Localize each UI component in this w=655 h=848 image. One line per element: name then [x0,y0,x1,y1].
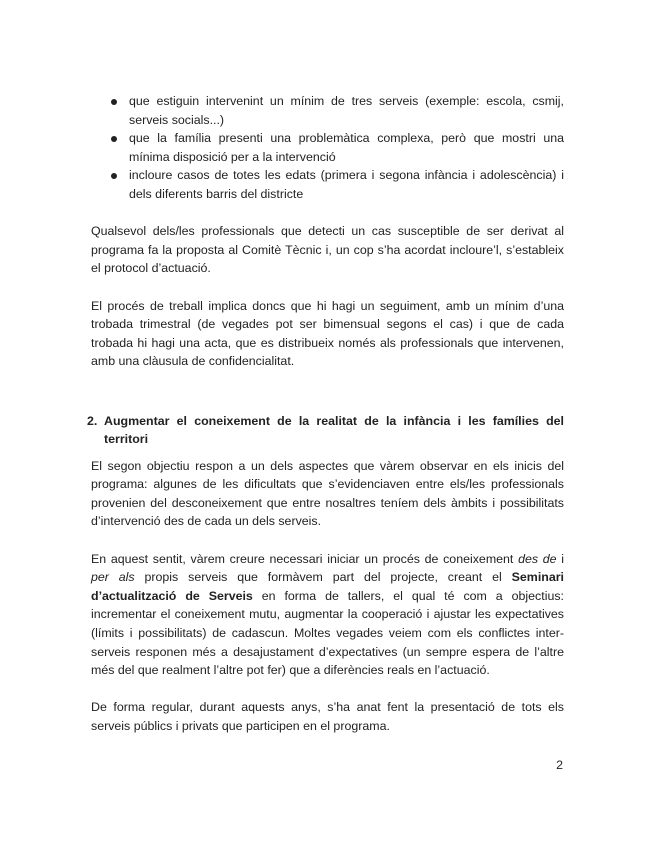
section-title: Augmentar el coneixement de la realitat de la infància i les famílies del territori [104,413,564,447]
criteria-bullet-list [91,92,564,204]
paragraph-text: en forma de tallers, el qual té com a objectius: incrementar el coneixement mutu, augmentar la cooperació i ajustar les expectatives (límits i possibilitats) de cadascun. Moltes vegades veiem com els conflictes inter-serveis responen més a desajustament d’expectatives (un sempre espera de l’altre més del que realment l’altre pot fer) que a diferències reals en l’actuació. [91,588,564,678]
paragraph-presentations: De forma regular, durant aquests anys, s’ha anat fent la presentació de tots els serveis públics i privats que participen en el programa. [91,700,564,733]
seminar-name: Seminari d’actualització de Serveis [91,570,564,603]
list-item-text: que la família presenti una problemàtica complexa, però que mostri una mínima disposició per a la intervenció [129,131,564,164]
list-item [91,92,564,129]
paragraph-text: En aquest sentit, vàrem creure necessari iniciar un procés de coneixement [91,551,519,566]
paragraph-work-process: El procés de treball implica doncs que hi hagi un seguiment, amb un mínim d’una trobada trimestral (de vegades pot ser bimensual segons el cas) i que de cada trobada hi hagi una acta, que es distribueix només als professionals que intervenen, amb una clàusula de confidencialitat. [91,298,564,369]
bullet-icon [111,136,117,142]
emphasis-text: des de [518,551,557,566]
list-item [91,166,564,203]
paragraph-seminar [91,550,564,680]
paragraph-text: propis serveis que formàvem part del projecte, creant el [134,570,512,585]
bullet-icon [111,173,117,179]
section-number: 2. [87,413,98,428]
paragraph-derivation: Qualsevol dels/les professionals que detecti un cas susceptible de ser derivat al programa fa la proposta al Comitè Tècnic i, un cop s’ha acordat incloure’l, s’estableix el protocol d’actuació. [91,224,564,276]
list-item [91,129,564,166]
emphasis-text: per als [91,570,135,585]
list-item-text: que estiguin intervenint un mínim de tres serveis (exemple: escola, csmij, serveis socials...) [129,94,564,127]
list-item-text: incloure casos de totes les edats (primera i segona infància i adolescència) i dels diferents barris del districte [129,168,564,201]
section-heading [87,412,564,449]
paragraph-text: i [556,551,565,566]
bullet-icon [111,99,117,105]
page-content [87,92,565,736]
page-number: 2 [556,758,563,772]
paragraph-second-objective: El segon objectiu respon a un dels aspectes que vàrem observar en els inicis del programa: algunes de les dificultats que s’evidenciaven entre els/les professionals provenien del desconeixement que entre nosaltres teníem dels àmbits i possibilitats d’intervenció des de cada un dels serveis. [91,458,564,529]
